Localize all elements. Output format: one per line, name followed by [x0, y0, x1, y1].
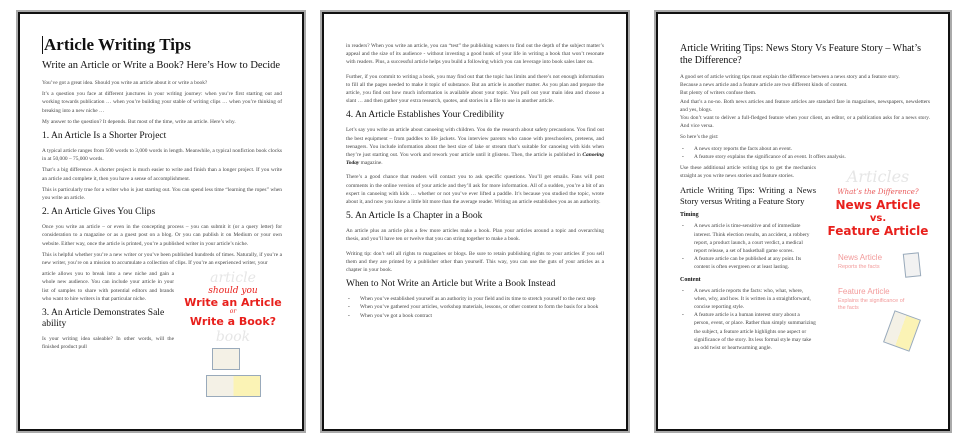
paragraph: There’s a good chance that readers will contact you to ask specific questions. You’ll get emails. Fans will post comments in the online version of your article and they’ll ask for more information. All of a sudden, you’re a bit of an expert in canoeing with kids … whether or not you’ve ever lifted a paddle. It’s because you studied the topic, wrote about it, and now you know a little bit more than the average reader. Writing an article establishes you as an authority. [346, 174, 604, 206]
image-text: Reports the facts [838, 264, 880, 271]
paragraph-text: Let’s say you write an article about canoeing with children. You do the research about safety precautions. You find out the best equipment – from paddles to life jackets. You interview parents who canoe with preschoolers, preteens, and teenagers. You include information about the best size of lake or stream that’s suitable for canoeing with kids when they’re just starting out. You work and rework your article until it glistens. Then, the article is published in [346, 127, 604, 159]
bullet-list [680, 222, 816, 271]
image-text: Feature Article [827, 223, 929, 238]
pencils-icon [212, 348, 240, 370]
page-heading: Article Writing Tips: News Story Vs Feature Story – What’s the Difference? [680, 43, 921, 66]
list-item: - When you’ve got a book contract [346, 312, 604, 320]
image-text: Write an Article [184, 295, 282, 309]
notebook-icon [883, 310, 921, 352]
image-text: What’s the Difference? [837, 188, 919, 197]
paragraph: Is your writing idea saleable? In other words, will the finished product pull [42, 336, 174, 351]
paragraph: That’s a big difference. A shorter project is much easier to write and finish than a longer project. If you write an article and complete it, then you have a sense of accomplishment. [42, 167, 282, 182]
image-text: should you [208, 286, 258, 297]
list-item: - A news article is time-sensitive and of immediate interest. Think election results, an accident, a robbery report, a product launch, a court verdict, a medical report release, a set of basketball game scores. [680, 222, 816, 255]
subheading: Timing [680, 212, 699, 219]
bullet-list [680, 287, 816, 353]
paragraph: It’s a question you face at different junctures in your writing journey: when you’re first starting out and working towards publication … when you’re building your stable of writing clips … when you’re thinking of breaking into a new niche … [42, 91, 282, 114]
document-page-3[interactable] [656, 12, 950, 431]
paragraph: Because a news article and a feature article are two different kinds of content. [680, 82, 848, 89]
news-vs-feature-image [826, 164, 930, 355]
paragraph: Writing tip: don’t sell all rights to magazines or blogs. Be sure to retain publishing rights to your articles if you sell them and they are printed by a publisher other than yourself. This way, you can use the guts of your articles as a chapter in your book. [346, 250, 604, 274]
paragraph: So here’s the gist: [680, 134, 719, 141]
watermark-text: article [210, 270, 256, 287]
image-text: News Article [835, 198, 921, 213]
subheading: Content [680, 276, 701, 283]
list-item: - A feature article is a human interest story about a person, event, or place. Rather than simply summarizing the subject, a feature article highlights one aspect or significance of the story. Its less formal style may take an odd twist or heartwarming angle. [680, 311, 816, 352]
image-text: News Article [838, 252, 883, 262]
watermark-text: book [215, 328, 251, 345]
document-title: Article Writing Tips [42, 36, 282, 54]
list-item: - A news article reports the facts: who, what, where, when, why, and how. It is written in a straightforward, concise reporting style. [680, 287, 816, 312]
section-heading: 4. An Article Establishes Your Credibility [346, 110, 505, 121]
section-heading: 5. An Article Is a Chapter in a Book [346, 211, 483, 222]
paragraph: My answer to the question? It depends. But most of the time, write an article. Here’s why. [42, 118, 236, 125]
section-heading: 3. An Article Demonstrates Sale ability [42, 308, 165, 330]
paragraph: But plenty of writers confuse them. [680, 90, 757, 97]
watermark-text: Articles [846, 167, 910, 187]
magazine-name: Canoeing Today [346, 152, 604, 167]
image-text: vs. [869, 213, 887, 225]
bullet-list [346, 295, 604, 320]
list-item: - A feature story explains the significance of an event. It offers analysis. [680, 153, 930, 161]
paragraph: article allows you to break into a new niche and gain a whole new audience. You can include your article in your list of samples to share with potential editors and brands who want to hire writers in that particular niche. [42, 271, 174, 302]
paragraph: An article plus an article plus a few more articles make a book. Plan your articles around a topic and overarching thesis, and you’ll have ten or twelve that you can string together to make a book. [346, 228, 604, 243]
paragraph: You’ve got a great idea. Should you write an article about it or write a book? [42, 80, 208, 86]
paragraph-text: magazine. [359, 160, 383, 167]
subtitle: Write an Article or Write a Book? Here’s How to Decide [42, 60, 281, 71]
paragraph: A good set of article writing tips must explain the difference between a news story and a feature story. [680, 74, 900, 80]
list-item: - A feature article can be published at any point. Its content is often evergreen or at least lasting. [680, 255, 816, 271]
image-text: Feature Article [838, 286, 890, 296]
paragraph: This is particularly true for a writer who is just starting out. You can spend less time “learning the ropes” when you write an article. [42, 186, 282, 202]
section-heading: 1. An Article Is a Shorter Project [42, 131, 167, 142]
notepad-icon [903, 252, 921, 278]
paragraph: Use these additional article writing tips to get the mechanics straight as you write news stories and feature stories. [680, 165, 816, 180]
paragraph: in readers? When you write an article, you can “test” the publishing waters to find out the depth of the subject matter’s appeal and the size of its audience - without investing a good hunk of your life in writing a book that won’t resonate with readers. Plus, a successful article helps you build a following which you can leverage into book sales later on. [346, 43, 604, 66]
image-text: Write a Book? [189, 315, 277, 329]
section-heading: Article Writing Tips: Writing a News Story versus Writing a Feature Story [680, 185, 816, 207]
section-heading: When to Not Write an Article but Write a Book Instead [346, 279, 556, 290]
image-text: or [229, 308, 237, 316]
article-or-book-image [184, 270, 282, 402]
paragraph: A typical article ranges from 500 words to 3,000 words in length. Meanwhile, a typical nonfiction book clocks in at 50,000 – 75,000 words. [42, 148, 282, 163]
document-page-2[interactable] [322, 12, 628, 431]
section-heading: 2. An Article Gives You Clips [42, 207, 156, 218]
paragraph: Further, if you commit to writing a book, you may find out that the topic has limits and there’s not enough information to fill all the pages needed to make it topic of substance. But an article is another matter. As you plan and prepare the article, you find out how much information is available about your topic. You pull out your main idea and choose a slant … and then gather your extra research, quotes, and stories in a file to use in another article. [346, 73, 604, 105]
notebook-icon [206, 375, 261, 397]
paragraph: This is helpful whether you’re a new writer or you’ve been published hundreds of times. Naturally, if you’re a new writer, you’re on a mission to accumulate a collection of clips. If you’re an experienced writer, your [42, 251, 282, 267]
image-text: Explains the significance of the facts [838, 298, 905, 312]
list-item: - A news story reports the facts about an event. [680, 145, 930, 153]
paragraph: You don’t want to deliver a full-fledged feature when your client, an editor, or a publication asks for a news story. And vice versa. [680, 115, 930, 130]
paragraph: And that’s a no-no. Both news articles and feature articles are standard fare in magazines, newspapers, newsletters and yes, blogs. [680, 98, 930, 113]
list-item: - When you’ve established yourself as an authority in your field and its time to stretch yourself to the next step [346, 295, 604, 303]
paragraph: Once you write an article – or even in the concepting process – you can submit it (or a query letter) for consideration to a magazine or as a guest post on a blog. Or you can publish it on Medium or your own website. Either way, once the article is printed, you’re a published writer in your article’s niche. [42, 224, 282, 247]
document-page-1[interactable] [18, 12, 304, 431]
bullet-list [680, 145, 930, 161]
list-item: - When you’ve gathered your articles, workshop materials, lessons, or other content to form the basis for a book [346, 303, 604, 311]
paragraph [346, 126, 604, 167]
